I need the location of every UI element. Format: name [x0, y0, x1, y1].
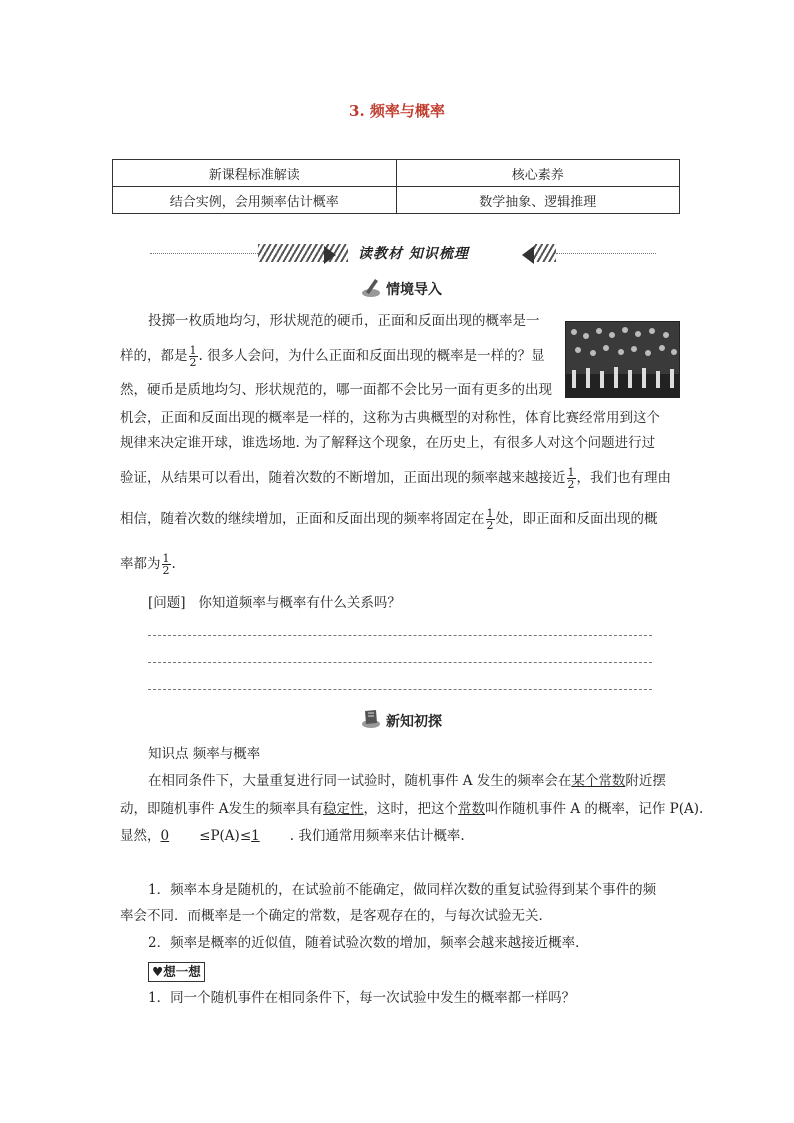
intro-line-1: 投掷一枚质地均匀，形状规范的硬币，正面和反面出现的概率是一 — [148, 313, 540, 329]
pen-icon — [360, 276, 382, 298]
think-icon: ♥ — [152, 964, 164, 979]
banner-arrow-left-icon — [522, 246, 534, 264]
blank-stability: 稳定性 — [323, 801, 364, 817]
intro-line-2 — [120, 345, 545, 368]
blank-zero: 0 — [160, 828, 170, 844]
standards-table — [112, 159, 680, 214]
page-title: 3. 频率与概率 — [349, 102, 445, 120]
question-text: 你知道频率与概率有什么关系吗？ — [198, 595, 401, 611]
table-header-literacy: 核心素养 — [396, 160, 680, 187]
book-icon — [360, 707, 382, 729]
blank-constant-2: 常数 — [458, 801, 486, 817]
question-line — [148, 593, 401, 615]
crowd-photo — [565, 321, 680, 398]
intro-line-6: 验证，从结果可以看出，随着次数的不断增加，正面出现的频率越来越接近 $\frac{1}{2}$ ，我们也有理由 — [120, 466, 671, 491]
intro-line-5: 规律来决定谁开球，谁选场地. 为了解释这个现象，在历史上，有很多人对这个问题进行过 — [120, 435, 656, 451]
knowledge-line-1: 在相同条件下，大量重复进行同一试验时，随机事件 A 发生的频率会在某个常数附近摆 — [148, 773, 666, 789]
intro-line-7: 相信，随着次数的继续增加，正面和反面出现的频率将固定在 $\frac{1}{2}$ 处，即正面和反面出现的概 — [120, 507, 658, 532]
blank-constant: 某个常数 — [571, 773, 626, 789]
answer-line-1 — [148, 635, 652, 636]
knowledge-point: 知识点 频率与概率 — [148, 746, 261, 762]
table-cell-standard: 结合实例，会用频率估计概率 — [113, 187, 397, 214]
knowledge-line-2: 动，即随机事件 A发生的频率具有稳定性，这时，把这个常数叫作随机事件 A 的概率，记作 P(A). — [120, 801, 704, 817]
fraction-half: $\frac{1}{2}$ — [162, 552, 170, 577]
banner-dotted-left — [150, 253, 258, 254]
fraction-half: $\frac{1}{2}$ — [189, 344, 197, 369]
banner-dotted-right — [556, 253, 656, 254]
answer-line-3 — [148, 689, 652, 690]
note-1: 1．频率本身是随机的，在试验前不能确定，做同样次数的重复试验得到某个事件的频 — [148, 882, 657, 898]
situation-heading: 情境导入 — [386, 282, 442, 298]
banner-hatch-right — [534, 244, 556, 262]
intro-line-3: 然，硬币是质地均匀、形状规范的，哪一面都不会比另一面有更多的出现 — [120, 382, 552, 398]
intro-line-2b: . 很多人会问，为什么正面和反面出现的概率是一样的？显 — [198, 348, 545, 364]
think-tag: ♥想一想 — [148, 962, 205, 982]
knowledge-heading: 新知初探 — [386, 714, 442, 730]
banner-arrow-right-icon — [324, 246, 336, 264]
table-header-standard: 新课程标准解读 — [113, 160, 397, 187]
blank-one: 1 — [251, 828, 260, 844]
answer-line-2 — [148, 662, 652, 663]
banner-title: 读教材 知识梳理 — [358, 246, 469, 262]
note-2: 2．频率是概率的近似值，随着试验次数的增加，频率会越来越接近概率． — [148, 935, 589, 951]
intro-line-8: 率都为 $\frac{1}{2}$ . — [120, 552, 176, 577]
intro-line-2a: 样的，都是 — [120, 348, 188, 364]
fraction-half: $\frac{1}{2}$ — [567, 466, 575, 491]
knowledge-line-3: 显然，0 ≤P(A)≤1 . 我们通常用频率来估计概率. — [120, 828, 465, 844]
note-1b: 率会不同．而概率是一个确定的常数，是客观存在的，与每次试验无关． — [120, 908, 552, 924]
fraction-half: $\frac{1}{2}$ — [486, 507, 494, 532]
intro-line-4: 机会，正面和反面出现的概率是一样的，这称为古典概型的对称性，体育比赛经常用到这个 — [120, 410, 660, 426]
table-cell-literacy: 数学抽象、逻辑推理 — [396, 187, 680, 214]
question-tag: [问题] — [148, 595, 186, 611]
think-question-1: 1．同一个随机事件在相同条件下，每一次试验中发生的概率都一样吗？ — [148, 990, 576, 1006]
